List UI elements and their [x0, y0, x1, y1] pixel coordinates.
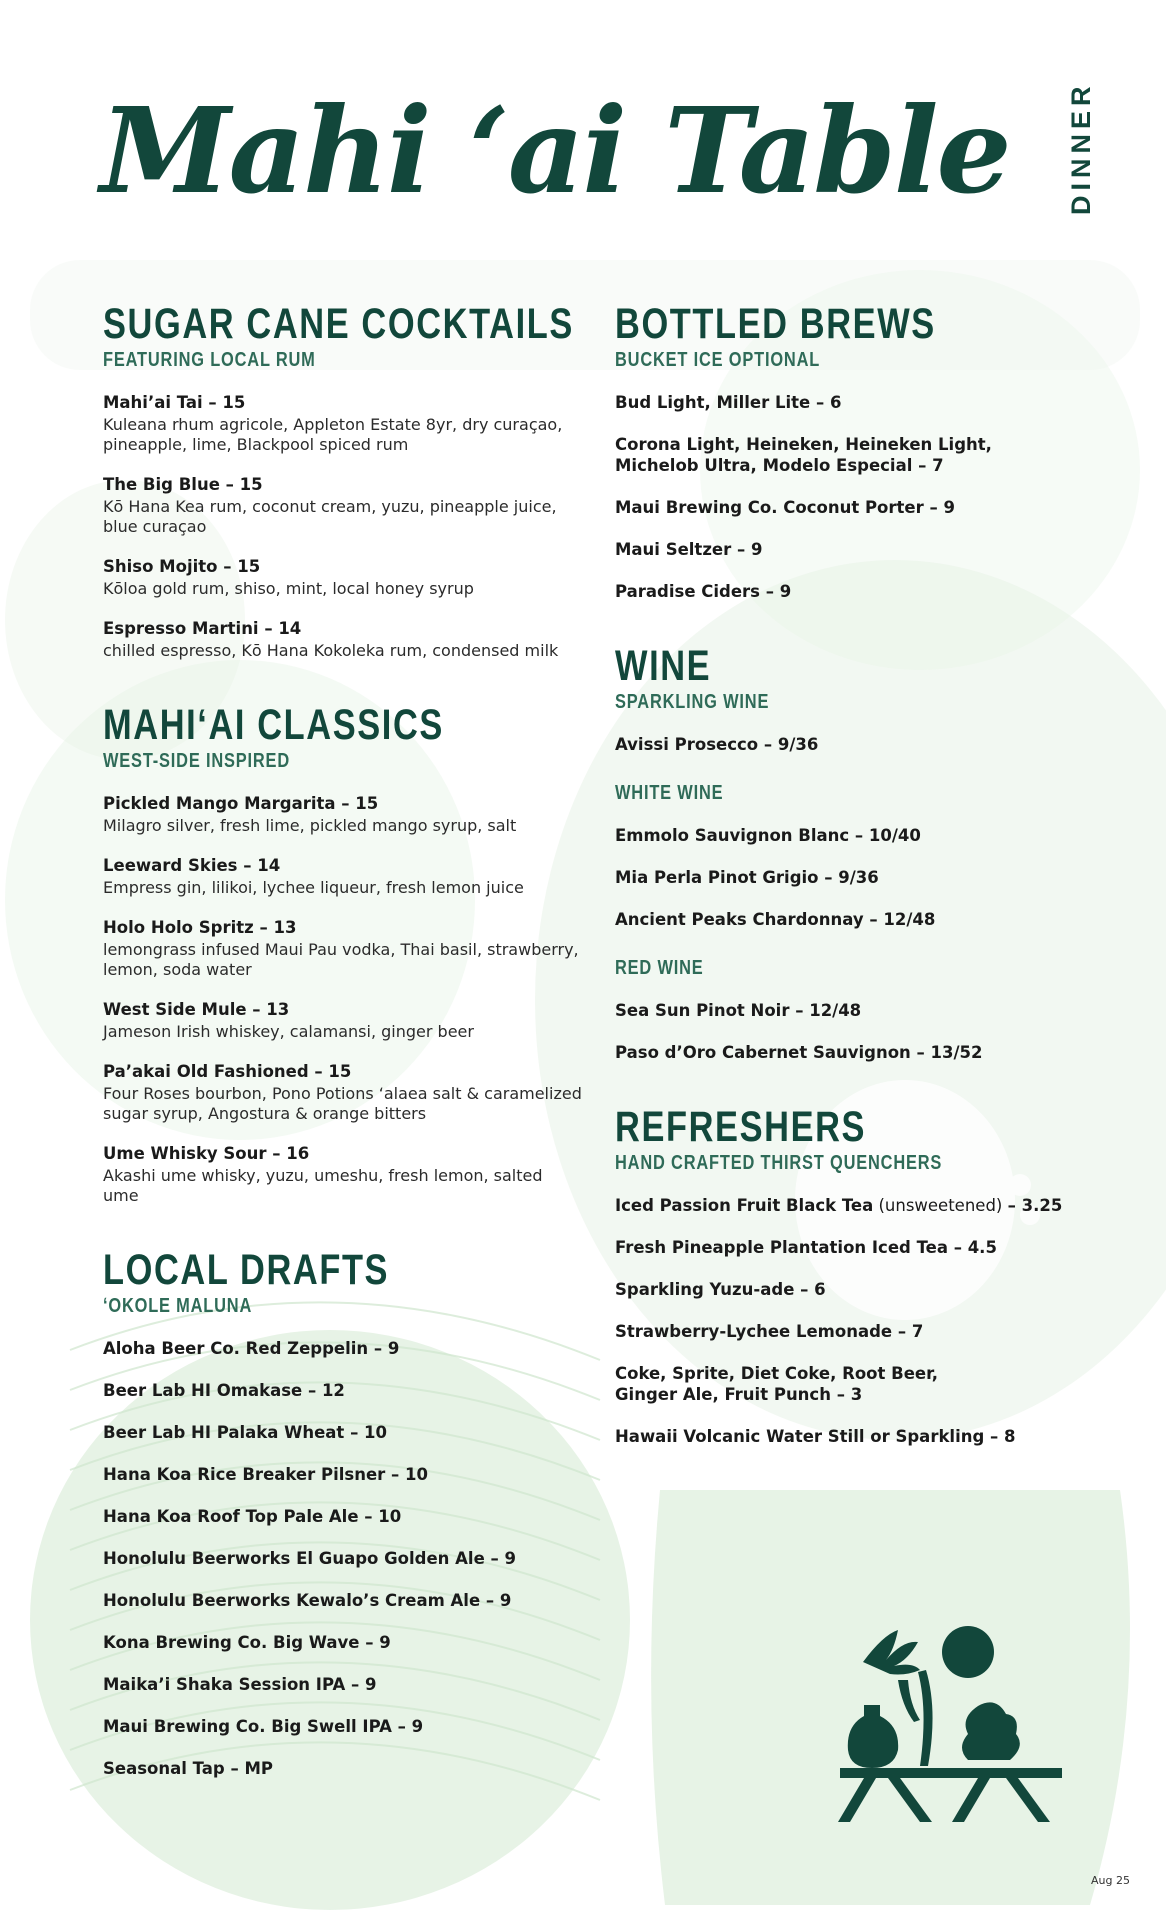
- menu-item: Emmolo Sauvignon Blanc – 10/40: [615, 826, 921, 845]
- menu-item: Strawberry-Lychee Lemonade – 7: [615, 1322, 924, 1341]
- menu-item: [103, 556, 583, 599]
- section-subtitle: WEST-SIDE INSPIRED: [103, 750, 290, 772]
- item-name: The Big Blue – 15: [103, 475, 263, 494]
- menu-item: [103, 793, 583, 836]
- item-description: Kuleana rhum agricole, Appleton Estate 8yr, dry curaçao, pineapple, lime, Blackpool spiced rum: [103, 415, 563, 454]
- item-note: (unsweetened): [873, 1196, 1008, 1215]
- menu-item: [103, 1061, 583, 1124]
- refreshers-section: [615, 1105, 1135, 1447]
- menu-item: Sparkling Yuzu-ade – 6: [615, 1280, 826, 1299]
- item-name: Pa’akai Old Fashioned – 15: [103, 1062, 352, 1081]
- right-column: [615, 302, 1135, 1489]
- section-title: MAHI‘AI CLASSICS: [103, 701, 444, 749]
- item-name: Shiso Mojito – 15: [103, 557, 261, 576]
- menu-item: Aloha Beer Co. Red Zeppelin – 9: [103, 1339, 400, 1358]
- menu-item: Hawaii Volcanic Water Still or Sparkling – 8: [615, 1427, 1016, 1446]
- menu-item: [103, 999, 583, 1042]
- menu-item: [103, 618, 583, 661]
- menu-item: Hana Koa Rice Breaker Pilsner – 10: [103, 1465, 428, 1484]
- menu-item: Coke, Sprite, Diet Coke, Root Beer, Ginger Ale, Fruit Punch – 3: [615, 1364, 939, 1404]
- item-name: Pickled Mango Margarita – 15: [103, 794, 379, 813]
- white-wine-label: WHITE WINE: [615, 782, 724, 804]
- menu-item: Hana Koa Roof Top Pale Ale – 10: [103, 1507, 402, 1526]
- item-name: Mahi’ai Tai – 15: [103, 393, 246, 412]
- menu-item: [103, 917, 583, 980]
- menu-item: Maui Seltzer – 9: [615, 540, 763, 559]
- menu-item: Seasonal Tap – MP: [103, 1759, 273, 1778]
- menu-item: Paso d’Oro Cabernet Sauvignon – 13/52: [615, 1043, 983, 1062]
- item-description: chilled espresso, Kō Hana Kokoleka rum, condensed milk: [103, 641, 559, 660]
- menu-item: Avissi Prosecco – 9/36: [615, 735, 819, 754]
- item-description: Empress gin, lilikoi, lychee liqueur, fresh lemon juice: [103, 878, 524, 897]
- menu-item: Corona Light, Heineken, Heineken Light, Michelob Ultra, Modelo Especial – 7: [615, 435, 992, 475]
- menu-item: Sea Sun Pinot Noir – 12/48: [615, 1001, 862, 1020]
- item-name: Espresso Martini – 14: [103, 619, 302, 638]
- item-description: Kō Hana Kea rum, coconut cream, yuzu, pineapple juice, blue curaçao: [103, 497, 557, 536]
- menu-item: [103, 474, 583, 537]
- item-description: Kōloa gold rum, shiso, mint, local honey syrup: [103, 579, 474, 598]
- table-with-plants-icon: [828, 1610, 1068, 1830]
- item-description: Four Roses bourbon, Pono Potions ‘alaea salt & caramelized sugar syrup, Angostura & orange bitters: [103, 1084, 582, 1123]
- item-price: – 3.25: [1007, 1196, 1063, 1215]
- item-name: West Side Mule – 13: [103, 1000, 290, 1019]
- section-title: WINE: [615, 642, 712, 690]
- bottled-brews-section: [615, 302, 1135, 602]
- menu-item: Maui Brewing Co. Coconut Porter – 9: [615, 498, 955, 517]
- menu-item: Mia Perla Pinot Grigio – 9/36: [615, 868, 879, 887]
- menu-item: Bud Light, Miller Lite – 6: [615, 393, 842, 412]
- menu-item: Maika’i Shaka Session IPA – 9: [103, 1675, 377, 1694]
- menu-item: Fresh Pineapple Plantation Iced Tea – 4.5: [615, 1238, 997, 1257]
- section-subtitle: FEATURING LOCAL RUM: [103, 349, 316, 371]
- menu-item: Kona Brewing Co. Big Wave – 9: [103, 1633, 391, 1652]
- menu-item: Beer Lab HI Omakase – 12: [103, 1381, 345, 1400]
- menu-date: Aug 25: [1091, 1874, 1130, 1887]
- menu-item: Beer Lab HI Palaka Wheat – 10: [103, 1423, 388, 1442]
- section-title: SUGAR CANE COCKTAILS: [103, 300, 574, 348]
- menu-item: [103, 1143, 583, 1206]
- mahiai-classics-section: [103, 703, 583, 1206]
- local-drafts-section: [103, 1248, 583, 1779]
- item-name: Iced Passion Fruit Black Tea: [615, 1196, 874, 1215]
- item-name: Leeward Skies – 14: [103, 856, 281, 875]
- restaurant-logo-text: Mahi ‘ai Table: [100, 81, 1010, 220]
- menu-item: Maui Brewing Co. Big Swell IPA – 9: [103, 1717, 424, 1736]
- section-subtitle: HAND CRAFTED THIRST QUENCHERS: [615, 1152, 943, 1174]
- item-name: Holo Holo Spritz – 13: [103, 918, 297, 937]
- item-description: Milagro silver, fresh lime, pickled mango syrup, salt: [103, 816, 517, 835]
- sugar-cane-cocktails-section: [103, 302, 583, 661]
- menu-item: Paradise Ciders – 9: [615, 582, 792, 601]
- section-title: REFRESHERS: [615, 1103, 867, 1151]
- item-description: Akashi ume whisky, yuzu, umeshu, fresh lemon, salted ume: [103, 1166, 543, 1205]
- menu-item: [103, 392, 583, 455]
- red-wine-label: RED WINE: [615, 957, 704, 979]
- section-subtitle: BUCKET ICE OPTIONAL: [615, 349, 821, 371]
- item-name: Ume Whisky Sour – 16: [103, 1144, 310, 1163]
- menu-item: Honolulu Beerworks El Guapo Golden Ale – 9: [103, 1549, 516, 1568]
- section-subtitle: ʻOKOLE MALUNA: [103, 1295, 253, 1317]
- section-title: BOTTLED BREWS: [615, 300, 936, 348]
- menu-item: Honolulu Beerworks Kewalo’s Cream Ale – 9: [103, 1591, 512, 1610]
- menu-item: [103, 855, 583, 898]
- sparkling-wine-label: SPARKLING WINE: [615, 691, 770, 713]
- item-description: lemongrass infused Maui Pau vodka, Thai basil, strawberry, lemon, soda water: [103, 940, 579, 979]
- wine-section: [615, 644, 1135, 1063]
- menu-item: [615, 1195, 1135, 1216]
- item-description: Jameson Irish whiskey, calamansi, ginger beer: [103, 1022, 474, 1041]
- menu-item: Ancient Peaks Chardonnay – 12/48: [615, 910, 936, 929]
- menu-type-label: DINNER: [1066, 81, 1096, 215]
- section-title: LOCAL DRAFTS: [103, 1246, 390, 1294]
- left-column: [103, 302, 583, 1821]
